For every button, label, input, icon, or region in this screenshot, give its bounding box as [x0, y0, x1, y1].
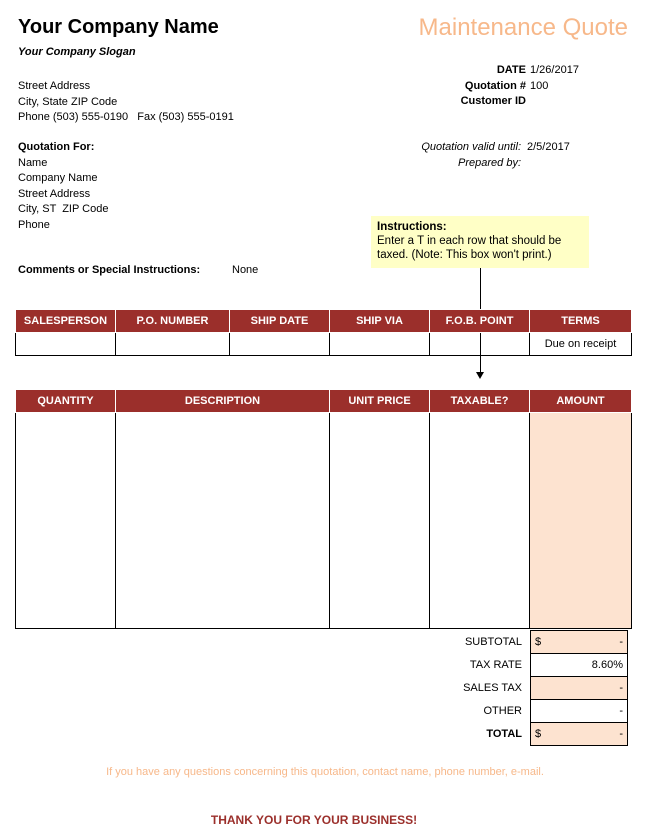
other-row [380, 700, 628, 723]
taxable-cell[interactable] [430, 413, 530, 629]
client-company[interactable]: Company Name [18, 172, 98, 184]
other-label: OTHER [483, 705, 522, 717]
sales-tax-label: SALES TAX [463, 682, 522, 694]
other-value[interactable]: - [531, 700, 628, 723]
header-unit-price: UNIT PRICE [330, 390, 430, 413]
comments-value[interactable]: None [232, 264, 259, 276]
fob-point-cell[interactable] [430, 333, 530, 356]
tax-rate-row [380, 654, 628, 677]
header-ship-via: SHIP VIA [330, 310, 430, 333]
instructions-heading: Instructions: [377, 221, 447, 233]
total-amount: - [619, 728, 623, 740]
amount-cell [530, 413, 632, 629]
prepared-by-label: Prepared by: [458, 156, 521, 169]
comments-label: Comments or Special Instructions: [18, 264, 201, 276]
header-salesperson: SALESPERSON [16, 310, 116, 333]
company-slogan: Your Company Slogan [18, 46, 136, 58]
company-name: Your Company Name [18, 16, 219, 38]
header-amount: AMOUNT [530, 390, 632, 413]
items-table [15, 389, 632, 629]
shipping-table [15, 309, 632, 356]
table-row [16, 413, 632, 629]
quotation-for-heading: Quotation For: [18, 141, 95, 153]
total-row [380, 723, 628, 746]
date-value[interactable]: 1/26/2017 [530, 64, 579, 76]
validity-block [380, 140, 620, 171]
header-description: DESCRIPTION [116, 390, 330, 413]
document-title: Maintenance Quote [418, 14, 628, 41]
ship-via-cell[interactable] [330, 333, 430, 356]
date-label: DATE [496, 64, 526, 76]
subtotal-value [531, 631, 628, 654]
description-cell[interactable] [116, 413, 330, 629]
instructions-body: Enter a T in each row that should be taxed. (Note: This box won't print.) [377, 235, 562, 261]
address-phone-fax: Phone (503) 555-0190 Fax (503) 555-0191 [18, 111, 234, 123]
subtotal-row [380, 631, 628, 654]
header-taxable: TAXABLE? [430, 390, 530, 413]
terms-cell[interactable]: Due on receipt [530, 333, 632, 356]
customer-id-label: Customer ID [460, 95, 526, 107]
sales-tax-row [380, 677, 628, 700]
valid-until-label: Quotation valid until: [421, 141, 521, 153]
contact-line: If you have any questions concerning this quotation, contact name, phone number, e-mail. [106, 766, 544, 778]
sales-tax-value: - [531, 677, 628, 700]
total-value [531, 723, 628, 746]
po-number-cell[interactable] [116, 333, 230, 356]
quotation-number-label: Quotation # [464, 79, 526, 92]
quote-meta [380, 63, 590, 110]
salesperson-cell[interactable] [16, 333, 116, 356]
instructions-note [371, 216, 589, 268]
header-quantity: QUANTITY [16, 390, 116, 413]
client-street[interactable]: Street Address [18, 187, 91, 200]
comments-row [18, 264, 259, 276]
tax-rate-value[interactable]: 8.60% [531, 654, 628, 677]
tax-rate-label: TAX RATE [469, 659, 522, 671]
totals-table [380, 630, 628, 746]
header-ship-date: SHIP DATE [230, 310, 330, 333]
quotation-for-block [18, 140, 108, 233]
total-currency: $ [535, 728, 542, 740]
header-terms: TERMS [530, 310, 632, 333]
client-city[interactable]: City, ST ZIP Code [18, 203, 109, 215]
quantity-cell[interactable] [16, 413, 116, 629]
table-row [16, 333, 632, 356]
subtotal-currency: $ [535, 636, 542, 648]
unit-price-cell[interactable] [330, 413, 430, 629]
ship-date-cell[interactable] [230, 333, 330, 356]
client-name[interactable]: Name [18, 156, 48, 169]
header-fob-point: F.O.B. POINT [430, 310, 530, 333]
instructions-arrow-head-icon [476, 372, 484, 379]
address-city: City, State ZIP Code [18, 95, 118, 108]
quotation-number-value[interactable]: 100 [530, 79, 549, 92]
client-phone[interactable]: Phone [18, 218, 50, 231]
header-po-number: P.O. NUMBER [116, 310, 230, 333]
customer-id-value[interactable] [530, 94, 590, 110]
valid-until-value[interactable]: 2/5/2017 [527, 141, 570, 153]
subtotal-label: SUBTOTAL [464, 636, 522, 648]
thank-you-line: THANK YOU FOR YOUR BUSINESS! [210, 813, 418, 827]
total-label: TOTAL [486, 728, 522, 740]
subtotal-amount: - [619, 636, 623, 648]
address-street: Street Address [18, 80, 91, 92]
company-address [18, 79, 234, 126]
